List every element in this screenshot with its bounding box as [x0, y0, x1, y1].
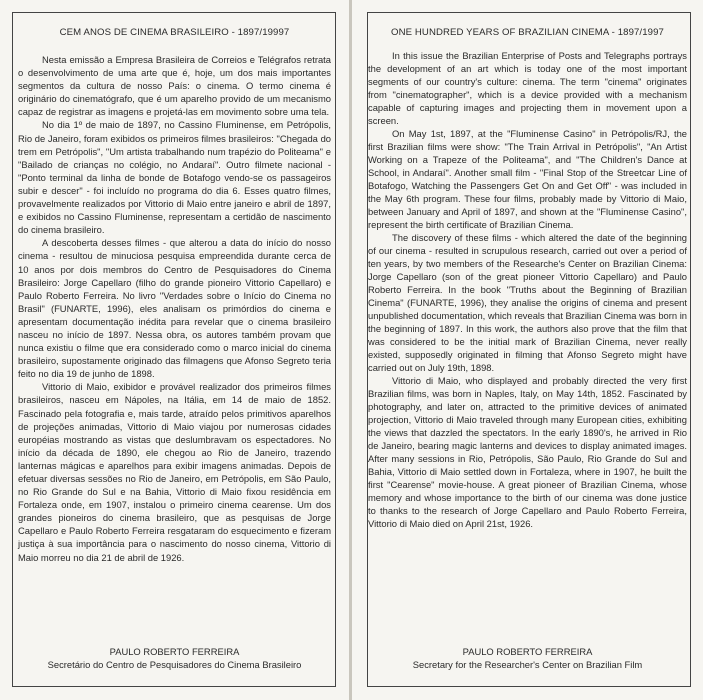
- left-paragraph: Nesta emissão a Empresa Brasileira de Correios e Telégrafos retrata o desenvolvimento de uma arte que é, hoje, um dos mais importantes segmentos da cultura de nosso País: o cinema. O termo cinema é originário do cinematógrafo, que é um aparelho provido de um mecanismo capaz de registrar as imagens e projetá-las em movimento sobre uma tela.: [18, 54, 331, 118]
- left-paragraph: Vittorio di Maio, exibidor e provável realizador dos primeiros filmes brasileiros, nasceu em Nápoles, na Itália, em 14 de maio de 1852. Fascinado pela fotografia e, mais tarde, atraído pelos primitivos aparelhos de projeções animadas, Vittorio di Maio viajou por numerosas cidades européias mostrando as vistas que deslumbravam os espectadores. No início da década de 1890, ele chegou ao Rio de Janeiro, trazendo lanternas mágicas e aparelhos para exibir imagens animadas. Depois de efetuar diversas sessões no Rio de Janeiro, em Petrópolis, em São Paulo, no Rio Grande do Sul e na Bahia, Vittorio di Maio fixou residência em Fortaleza onde, em 1907, instalou o primeiro cinema cearense. Um dos grandes pioneiros do cinema brasileiro, que as pesquisas de Jorge Capellaro e Paulo Roberto Ferreira resgataram do esquecimento e fizeram justiça à sua importância para o nascimento do nosso cinema, Vittorio di Maio morreu no dia 21 de abril de 1926.: [18, 381, 331, 563]
- left-signature-name: PAULO ROBERTO FERREIRA: [109, 646, 240, 657]
- right-page-title: ONE HUNDRED YEARS OF BRAZILIAN CINEMA - 1897/1997: [391, 27, 664, 38]
- left-page-title: CEM ANOS DE CINEMA BRASILEIRO - 1897/19997: [59, 27, 290, 38]
- left-page-body: [18, 53, 331, 564]
- left-paragraph: No dia 1º de maio de 1897, no Cassino Fluminense, em Petrópolis, Rio de Janeiro, foram exibidos os primeiros filmes brasileiros: "Chegada do trem em Petrópolis", "Um artista trabalhando num trapézio do Politeama" e "Bailado de crianças no colégio, no Andaraí". Outro filmete nacional - "Ponto terminal da linha de bonde de Botafogo vendo-se os passageiros subir e descer" - foi incluído no programa do dia 6. Esses quatro filmes, provavelmente realizados por Vittorio di Maio entre janeiro e abril de 1897, e exibidos no Cassino Fluminense, representam a certidão de nascimento do cinema brasileiro.: [18, 119, 331, 236]
- right-paragraph: In this issue the Brazilian Enterprise of Posts and Telegraphs portrays the development of an art which is today one of the most important segments of our country's culture: cinema. The term "cinema" originates from "cinematographer", which is a device provided with a mechanism capable of capturing images and projecting them in movement upon a screen.: [368, 50, 687, 126]
- left-paragraph: A descoberta desses filmes - que alterou a data do início do nosso cinema - resultou de minuciosa pesquisa empreendida durante cerca de 10 anos por dois membros do Centro de Pesquisadores do Cinema Brasileiro: Jorge Capellaro (filho do grande pioneiro Vittorio Capellaro) e Paulo Roberto Ferreira. No livro "Verdades sobre o Início do Cinema no Brasil" (FUNARTE, 1996), eles analisam os primórdios do cinema e apresentam documentação inédita para revelar que o cinema brasileiro nasceu no início de 1897. Nessa obra, os autores também provam que nunca existiu o filme que era considerado como o marco inicial do cinema brasileiro, supostamente originado das filmagens que Afonso Segreto teria feito no dia 19 de junho de 1898.: [18, 237, 331, 380]
- right-signature-role: Secretary for the Researcher's Center on Brazilian Film: [412, 659, 643, 670]
- right-paragraph: The discovery of these films - which altered the date of the beginning of our cinema - resulted in scrupulous research, carried out over a period of ten years, by two members of the Researche's Center on Brazilian Cinema: Jorge Capellaro (son of the great pioneer Vittorio Capellaro) and Paulo Roberto Ferreira. In the book "Truths about the Beginning of Brazilian Cinema" (FUNARTE, 1996), they analise the origins of cinema and present unpublished documentation, which reveals that Brazilian Cinema was born in the beginning of 1897. In this work, the authors also prove that the film that was considered to be the initial mark of Brazilian Cinema, never really existed, supposedly originated in filming that Afonso Segreto might have carried out on July 19th, 1898.: [368, 232, 687, 373]
- right-paragraph: Vittorio di Maio, who displayed and probably directed the very first Brazilian films, was born in Naples, Italy, on May 14th, 1852. Fascinated by photography, and later on, attracted to the primitive devices of animated projection, Vittorio di Maio traveled through many European cities, exhibiting the views that dazzled the spectators. In the early 1890's, he arrived in Rio de Janeiro, bearing magic lanterns and devices to display animated images. After many sessions in Rio, Petrópolis, São Paulo, Rio Grande do Sul and Bahia, Vittorio di Maio settled down in Fortaleza, where in 1907, he built the first "Cearense" movie-house. A great pioneer of Brazilian Cinema, whose memory and whose importance to the birth of our cinema was done justice to thanks to the research of Jorge Capellaro and Paulo Roberto Ferreira, Vittorio di Maio died on April 21st, 1926.: [368, 375, 687, 529]
- right-page-body: [368, 49, 687, 530]
- right-signature-name: PAULO ROBERTO FERREIRA: [462, 646, 593, 657]
- right-page-english: [352, 0, 703, 700]
- left-signature-role: Secretário do Centro de Pesquisadores do Cinema Brasileiro: [47, 659, 302, 670]
- right-paragraph: On May 1st, 1897, at the "Fluminense Casino" in Petrópolis/RJ, the first Brazilian films were show: "The Train Arrival in Petrópolis", "An Artist Working on a Trapeze of the Politeama", and "The Children's Dance at School, in Andaraí". Another small film - "Final Stop of the Streetcar Line of Botafogo, Watching the Passengers Get On and Get Off" - was included in the May 6th program. These four films, probably made by Vittorio di Maio, between January and April of 1897, and shown at the "Fluminense Casino", represent the birth certificate of Brazilian Cinema.: [368, 128, 687, 230]
- left-page-portuguese: [0, 0, 349, 700]
